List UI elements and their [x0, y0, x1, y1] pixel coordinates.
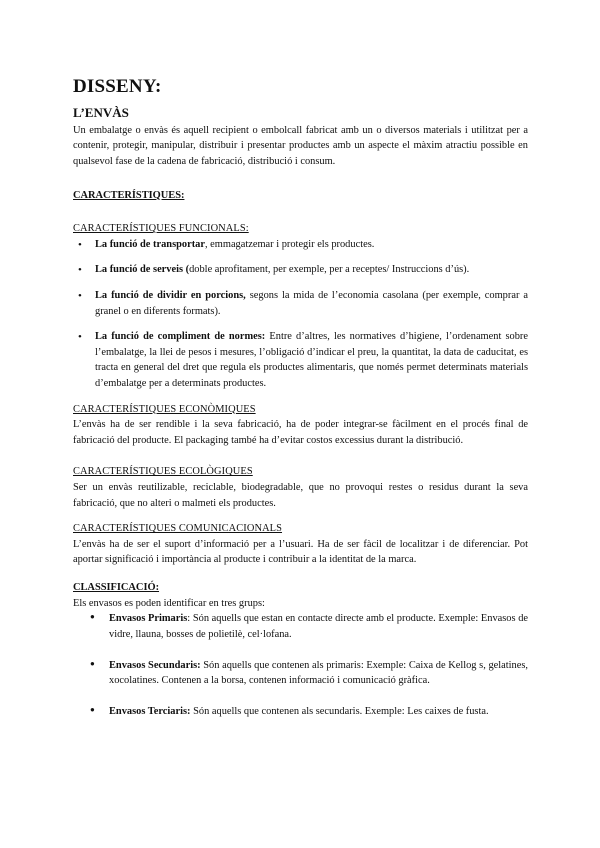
item-bold: La funció de compliment de normes:: [95, 331, 266, 343]
economic-heading: CARACTERÍSTIQUES ECONÒMIQUES: [73, 403, 256, 415]
item-bold: Envasos Primaris: [109, 613, 188, 625]
item-bold: Envasos Secundaris:: [109, 659, 201, 671]
functional-heading: CARACTERÍSTIQUES FUNCIONALS:: [73, 223, 249, 235]
item-text: : Són aquells que estan en contacte directe amb el producte. Exemple: Envasos de vidre, llauna, bosses de polietilè, cel·lofana.: [109, 613, 528, 640]
list-item: [73, 329, 528, 391]
economic-paragraph: L’envàs ha de ser rendible i la seva fabricació, ha de poder integrar-se fàcilment en el procés final de fabricació del producte. El packaging també ha d’evitar costos excessius durant la distribució.: [73, 419, 528, 446]
item-bold: La funció de transportar: [95, 238, 205, 250]
section-heading: L’ENVÀS: [73, 104, 129, 120]
classification-heading: CLASSIFICACIÓ:: [73, 582, 160, 594]
item-text: , emmagatzemar i protegir els productes.: [204, 238, 375, 250]
classification-intro: Els envasos es poden identificar en tres grups:: [73, 597, 265, 609]
list-item: [87, 611, 528, 642]
item-bold: La funció de serveis (: [95, 264, 190, 276]
characteristics-heading: CARACTERÍSTIQUES:: [73, 189, 185, 201]
item-text: Són aquells que contenen als primaris: Exemple: Caixa de Kellog s, gelatines, xocolatines. Contenen a la borsa, contenen informació i comunicació gràfica.: [109, 659, 528, 687]
ecological-paragraph: Ser un envàs reutilizable, reciclable, biodegradable, que no provoqui restes o residus durant la seva fabricació, que no alteri o malmeti els productes.: [73, 482, 528, 509]
classification-list: [87, 611, 528, 719]
communicational-paragraph: L’envàs ha de ser el suport d’informació per a l’usuari. Ha de ser fàcil de localitzar i de diferenciar. Pot aportar significació i importància al producte i contribuir a la identitat de la marca.: [73, 538, 528, 566]
intro-paragraph: Un embalatge o envàs és aquell recipient o embolcall fabricat amb un o diversos materials i utilitzat per a contenir, protegir, manipular, distribuir i presentar productes amb un aspecte el màxim atractiu possible en qualsevol fase de la cadena de fabricació, distribució i consum.: [73, 124, 528, 167]
item-bold: La funció de dividir en porcions,: [95, 289, 246, 301]
item-text: doble aprofitament, per exemple, per a receptes/ Instruccions d’ús).: [189, 264, 470, 276]
item-bold: Envasos Terciaris:: [109, 705, 191, 717]
list-item: [73, 237, 528, 253]
item-text: segons la mida de l’economia casolana (per exemple, comprar a granel o en diferents formats).: [95, 289, 528, 317]
item-text: Són aquells que contenen als secundaris. Exemple: Les caixes de fusta.: [190, 705, 489, 717]
item-text: Entre d’altres, les normatives d’higiene, l’ordenament sobre l’embalatge, la llei de pesos i mesures, l’obligació d’indicar el preu, la quantitat, la data de caducitat, es tracta en general del dret que regula els productes alimentaris, que només permet determinats materials d’embalatge per a determinats productes.: [95, 331, 528, 389]
ecological-heading: CARACTERÍSTIQUES ECOLÒGIQUES: [73, 466, 253, 478]
document-page: [73, 76, 528, 719]
communicational-heading: CARACTERÍSTIQUES COMUNICACIONALS: [73, 523, 283, 535]
document-title: DISSENY:: [73, 76, 162, 97]
list-item: [87, 704, 528, 720]
list-item: [73, 262, 528, 278]
list-item: [73, 288, 528, 319]
functional-list: [73, 237, 528, 392]
list-item: [87, 658, 528, 689]
